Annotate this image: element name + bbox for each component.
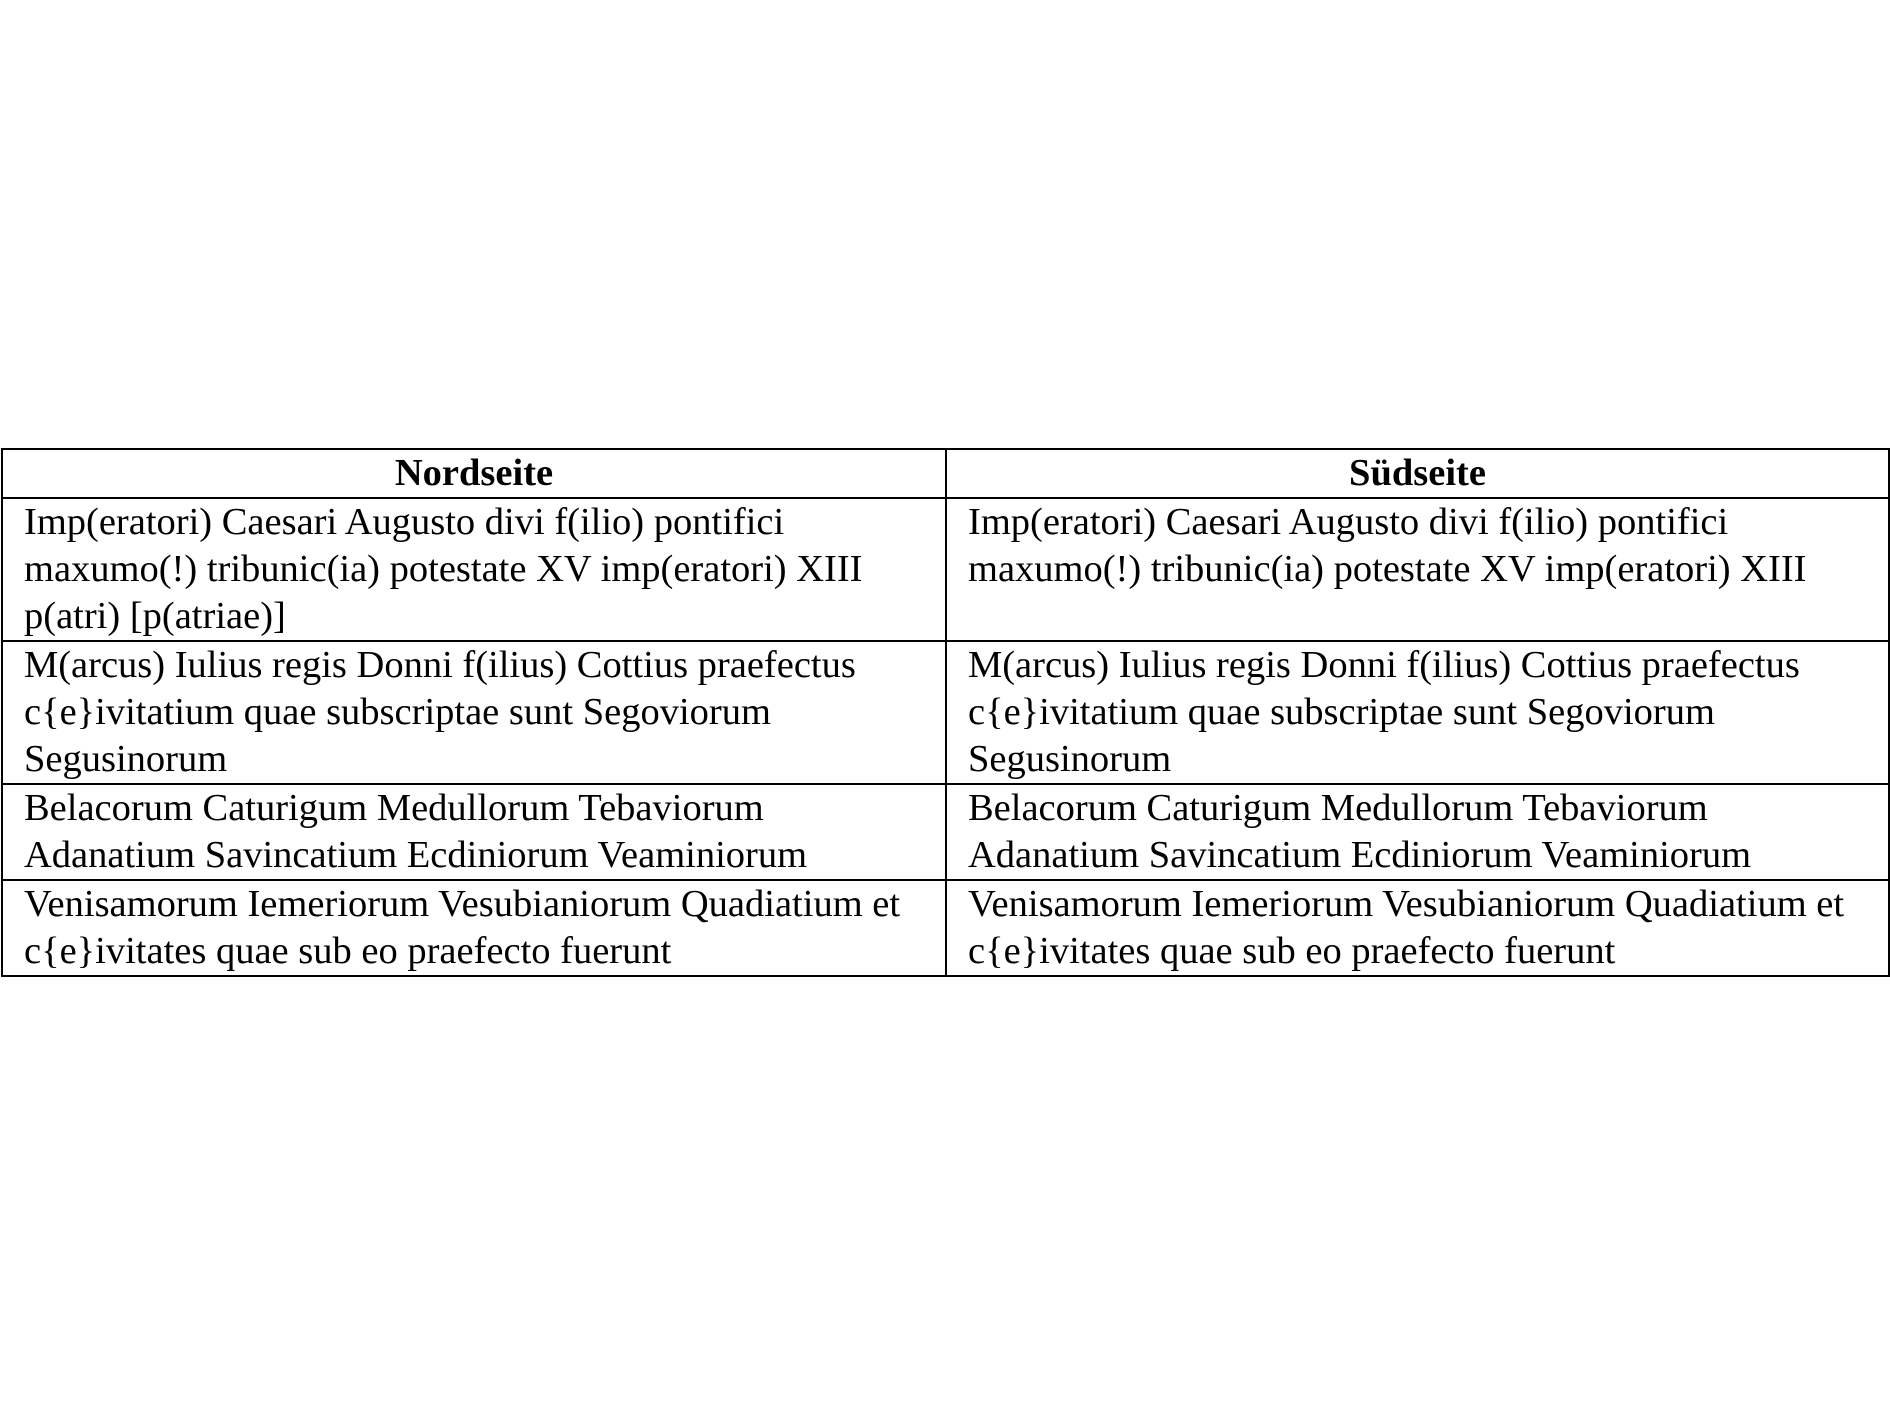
header-suedseite: Südseite xyxy=(946,449,1889,498)
table-row xyxy=(2,498,1889,641)
cell-nordseite-line-3: Belacorum Caturigum Medullorum Tebaviorum Adanatium Savincatium Ecdiniorum Veaminiorum xyxy=(2,784,946,880)
cell-suedseite-line-1: Imp(eratori) Caesari Augusto divi f(ilio) pontifici maxumo(!) tribunic(ia) potestate XV imp(eratori) XIII xyxy=(946,498,1889,641)
cell-suedseite-line-3: Belacorum Caturigum Medullorum Tebaviorum Adanatium Savincatium Ecdiniorum Veaminiorum xyxy=(946,784,1889,880)
table-header-row xyxy=(2,449,1889,498)
cell-nordseite-line-4: Venisamorum Iemeriorum Vesubianiorum Quadiatium et c{e}ivitates quae sub eo praefecto fuerunt xyxy=(2,880,946,976)
inscription-table-container xyxy=(1,448,1888,977)
table-row xyxy=(2,784,1889,880)
table-row xyxy=(2,880,1889,976)
cell-suedseite-line-2: M(arcus) Iulius regis Donni f(ilius) Cottius praefectus c{e}ivitatium quae subscriptae sunt Segoviorum Segusinorum xyxy=(946,641,1889,784)
inscription-table xyxy=(1,448,1890,977)
cell-nordseite-line-1: Imp(eratori) Caesari Augusto divi f(ilio) pontifici maxumo(!) tribunic(ia) potestate XV imp(eratori) XIII p(atri) [p(atriae)] xyxy=(2,498,946,641)
cell-suedseite-line-4: Venisamorum Iemeriorum Vesubianiorum Quadiatium et c{e}ivitates quae sub eo praefecto fuerunt xyxy=(946,880,1889,976)
cell-nordseite-line-2: M(arcus) Iulius regis Donni f(ilius) Cottius praefectus c{e}ivitatium quae subscriptae sunt Segoviorum Segusinorum xyxy=(2,641,946,784)
header-nordseite: Nordseite xyxy=(2,449,946,498)
table-row xyxy=(2,641,1889,784)
